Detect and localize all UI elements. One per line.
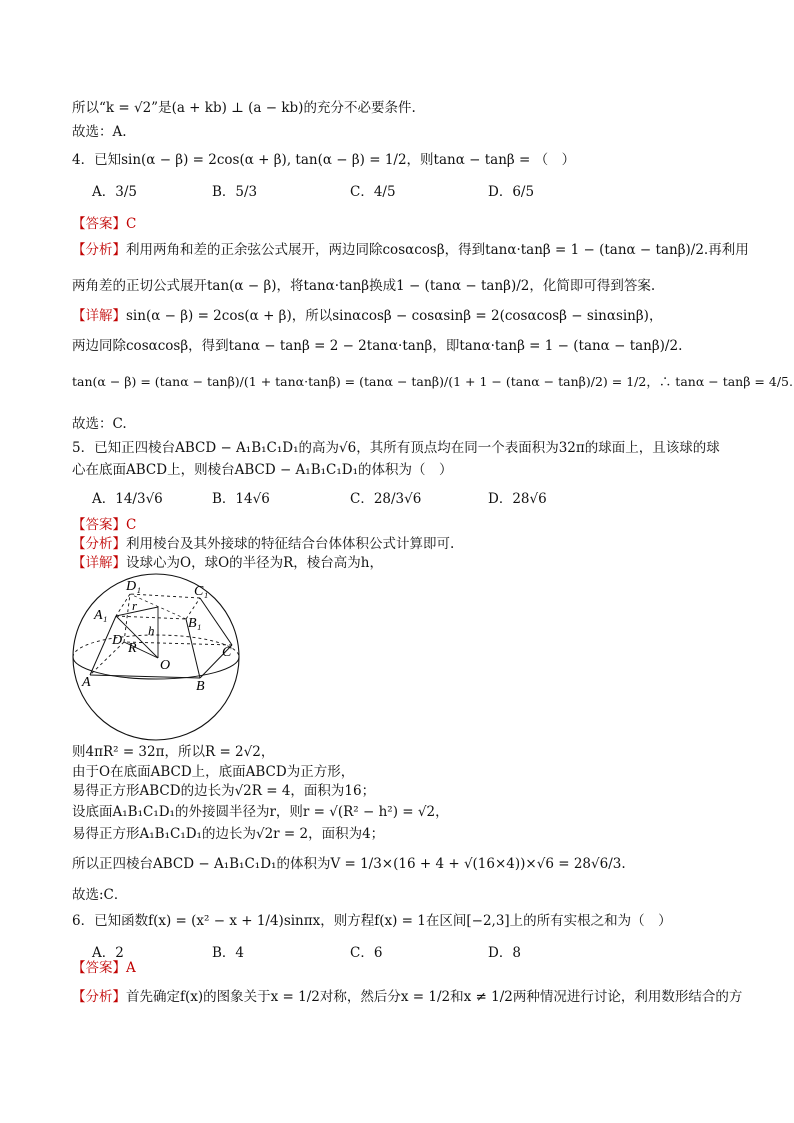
answer-value: C (126, 216, 137, 232)
formula-line: 所以正四棱台ABCD − A₁B₁C₁D₁的体积为V = 1/3×(16 + 4 + √(16×4))×√6 = 28√6/3. (72, 856, 626, 872)
detail-text: 设球心为O，球O的半径为R，棱台高为h， (126, 555, 383, 571)
q6-option-c: C．6 (350, 945, 383, 961)
text-line: 则4πR² = 32π，所以R = 2√2， (72, 744, 275, 760)
edge-a1b1 (116, 616, 186, 619)
answer-value: C (126, 517, 137, 533)
q4-option-d: D．6/5 (488, 184, 535, 200)
detail-line (72, 306, 662, 326)
equator-back (73, 635, 239, 657)
analysis-tag: 【分析】 (72, 536, 126, 552)
text-line: 故选:C． (72, 887, 128, 903)
answer-tag: 【答案】 (72, 517, 126, 533)
answer-tag: 【答案】 (72, 960, 126, 976)
label-h: h (148, 623, 155, 638)
label-c1: C₁ (194, 584, 209, 599)
edge-cc1 (200, 598, 232, 645)
edge-ab (90, 675, 200, 678)
detail-tag: 【详解】 (72, 308, 126, 324)
analysis-line (72, 240, 749, 260)
q5-option-d: D．28√6 (488, 491, 547, 507)
q6-option-d: D．8 (488, 945, 521, 961)
answer-value: A (126, 960, 136, 976)
analysis-tag: 【分析】 (72, 989, 126, 1005)
label-a: A (82, 675, 91, 690)
analysis-text: 利用棱台及其外接球的特征结合台体体积公式计算即可. (126, 536, 455, 552)
analysis-line (72, 987, 742, 1007)
analysis-text: 利用两角和差的正余弦公式展开，两边同除cosαcosβ，得到tanα·tanβ = 1 − (tanα − tanβ)/2.再利用 (126, 242, 749, 258)
question-5: 5．已知正四棱台ABCD − A₁B₁C₁D₁的高为√6，其所有顶点均在同一个表面积为32π的球面上，且该球的球 (72, 440, 720, 456)
text-line: 所以“k = √2”是(a + kb) ⊥ (a − kb)的充分不必要条件. (72, 100, 416, 116)
sphere-frustum-figure (68, 572, 248, 742)
analysis-line (72, 534, 454, 554)
answer-tag: 【答案】 (72, 216, 126, 232)
q6-option-b: B．4 (212, 945, 245, 961)
edge-c1d1 (130, 594, 200, 598)
edge-cd (124, 642, 232, 645)
label-b1: B₁ (188, 616, 202, 631)
question-6: 6．已知函数f(x) = (x² − x + 1/4)sinπx，则方程f(x) = 1在区间[−2,3]上的所有实根之和为（ ） (72, 913, 672, 929)
text-line: 易得正方形A₁B₁C₁D₁的边长为√2r = 2，面积为4； (72, 826, 385, 842)
q5-option-c: C．28/3√6 (350, 491, 422, 507)
answer-line (72, 958, 136, 978)
detail-tag: 【详解】 (72, 555, 126, 571)
text-line: 故选：C. (72, 416, 127, 432)
answer-line (72, 515, 136, 535)
text-line: 设底面A₁B₁C₁D₁的外接圆半径为r，则r = √(R² − h²) = √2， (72, 804, 449, 820)
analysis-text: 首先确定f(x)的图象关于x = 1/2对称，然后分x = 1/2和x ≠ 1/2两种情况进行讨论，利用数形结合的方 (126, 989, 743, 1005)
q6-option-a: A．2 (92, 945, 124, 961)
label-r-small: r (132, 598, 138, 613)
label-c: C (222, 645, 232, 660)
detail-text: sin(α − β) = 2cos(α + β)，所以sinαcosβ − cosαsinβ = 2(cosαcosβ − sinαsinβ)， (126, 308, 663, 324)
label-d1: D₁ (126, 579, 141, 594)
label-o: O (160, 658, 171, 673)
analysis-tag: 【分析】 (72, 242, 126, 258)
detail-line (72, 553, 383, 573)
q5-option-b: B．14√6 (212, 491, 270, 507)
text-line: 故选：A. (72, 124, 127, 140)
text-line: 由于O在底面ABCD上，底面ABCD为正方形， (72, 764, 355, 780)
answer-line (72, 214, 136, 234)
q4-option-b: B．5/3 (212, 184, 258, 200)
formula-line: tan(α − β) = (tanα − tanβ)/(1 + tanα·tanβ) = (tanα − tanβ)/(1 + 1 − (tanα − tanβ)/2) = 1/2，∴ tanα − tanβ = 4/5. (72, 374, 793, 389)
q4-option-c: C．4/5 (350, 184, 396, 200)
text-line: 两边同除cosαcosβ，得到tanα − tanβ = 2 − 2tanα·tanβ，即tanα·tanβ = 1 − (tanα − tanβ)/2. (72, 338, 683, 354)
label-d: D (112, 633, 123, 648)
text-line: 易得正方形ABCD的边长为√2R = 4，面积为16； (72, 783, 376, 799)
label-b: B (196, 679, 205, 694)
question-5-cont: 心在底面ABCD上，则棱台ABCD − A₁B₁C₁D₁的体积为（ ） (72, 462, 453, 478)
text-line: 两角差的正切公式展开tan(α − β)，将tanα·tanβ换成1 − (tanα − tanβ)/2，化简即可得到答案. (72, 278, 656, 294)
q4-option-a: A．3/5 (92, 184, 137, 200)
label-r-big: R (128, 641, 137, 656)
label-a1: A₁ (94, 608, 108, 623)
q5-option-a: A．14/3√6 (92, 491, 163, 507)
edge-d1a1 (116, 594, 130, 616)
question-4: 4．已知sin(α − β) = 2cos(α + β), tan(α − β) = 1/2，则tanα − tanβ = （ ） (72, 152, 576, 168)
